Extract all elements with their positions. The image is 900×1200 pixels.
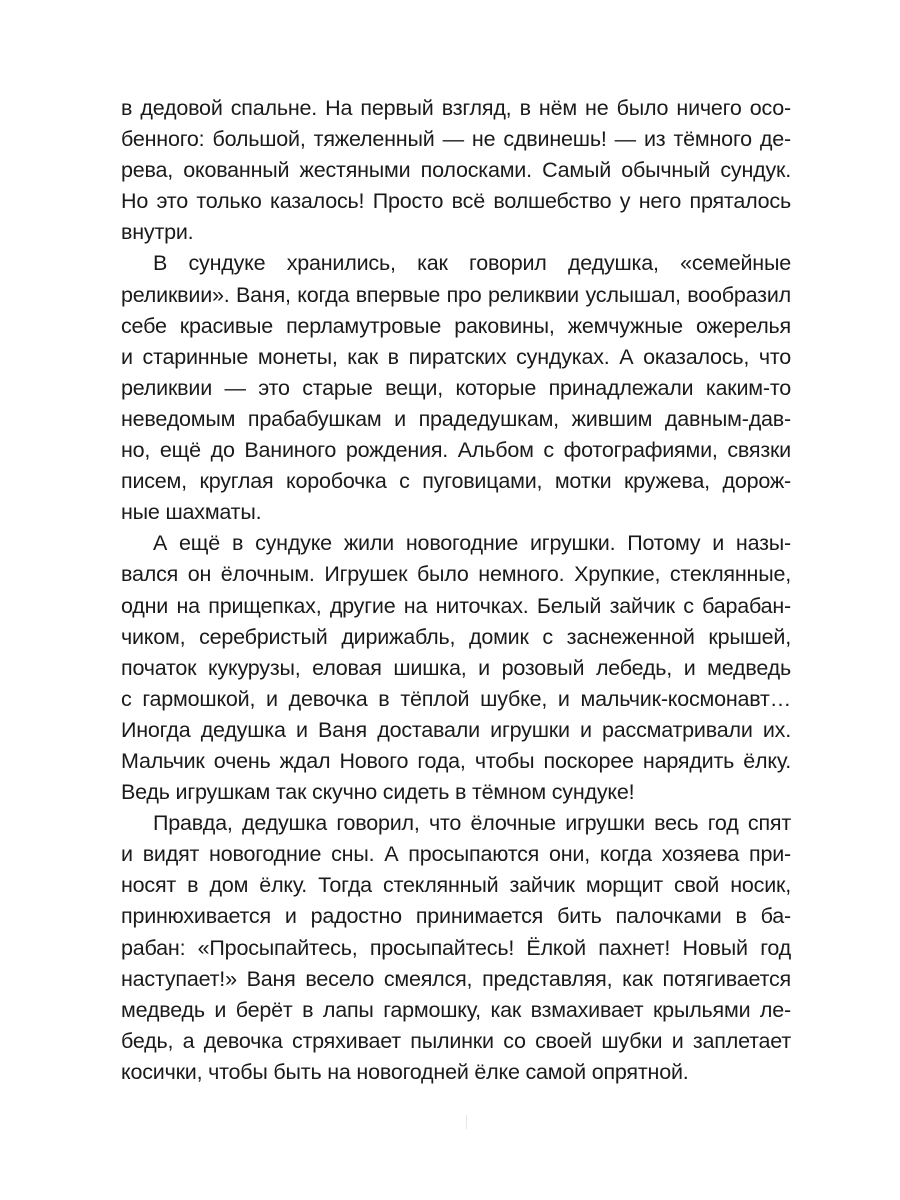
text-line: Мальчик очень ждал Нового года, чтобы поскорее нарядить ёлку. bbox=[121, 748, 791, 773]
text-line: Правда, дедушка говорил, что ёлочные игрушки весь год спят bbox=[153, 811, 791, 836]
text-line: вался он ёлочным. Игрушек было немного. Хрупкие, стеклянные, bbox=[121, 562, 791, 587]
text-line: Иногда дедушка и Ваня доставали игрушки и рассматривали их. bbox=[121, 717, 791, 742]
text-line: початок кукурузы, еловая шишка, и розовый лебедь, и медведь bbox=[121, 655, 791, 680]
text-line: реликвии — это старые вещи, которые принадлежали каким-то bbox=[121, 375, 791, 400]
text-line: и видят новогодние сны. А просыпаются они, когда хозяева при- bbox=[121, 842, 791, 867]
paragraph-2 bbox=[121, 248, 791, 528]
text-line: писем, круглая коробочка с пуговицами, мотки кружева, дорож- bbox=[121, 469, 791, 494]
text-line: косички, чтобы быть на новогодней ёлке самой опрятной. bbox=[121, 1059, 689, 1084]
paragraph-3 bbox=[121, 528, 791, 808]
text-line: Но это только казалось! Просто всё волшебство у него пряталось bbox=[121, 189, 791, 214]
text-line: наступает!» Ваня весело смеялся, представляя, как потягивается bbox=[121, 966, 791, 991]
text-line: одни на прищепках, другие на ниточках. Белый зайчик с барабан- bbox=[121, 593, 791, 618]
text-line: внутри. bbox=[121, 220, 194, 245]
text-line: принюхивается и радостно принимается бить палочками в ба- bbox=[121, 904, 791, 929]
book-page-text bbox=[121, 93, 791, 1088]
text-line: но, ещё до Ваниного рождения. Альбом с фотографиями, связки bbox=[121, 438, 791, 463]
text-line: Ведь игрушкам так скучно сидеть в тёмном сундуке! bbox=[121, 780, 635, 805]
paragraph-4 bbox=[121, 808, 791, 1088]
text-line: и старинные монеты, как в пиратских сундуках. А оказалось, что bbox=[121, 344, 791, 369]
text-line: медведь и берёт в лапы гармошку, как взмахивает крыльями ле- bbox=[121, 997, 791, 1022]
text-line: реликвии». Ваня, когда впервые про реликвии услышал, вообразил bbox=[121, 282, 791, 307]
text-line: рева, окованный жестяными полосками. Самый обычный сундук. bbox=[121, 158, 791, 183]
text-line: ные шахматы. bbox=[121, 500, 262, 525]
text-line: бедь, а девочка стряхивает пылинки со своей шубки и заплетает bbox=[121, 1028, 791, 1053]
page-gutter-mark bbox=[466, 1115, 467, 1129]
text-line: В сундуке хранились, как говорил дедушка, «семейные bbox=[153, 251, 791, 276]
text-line: носят в дом ёлку. Тогда стеклянный зайчик морщит свой носик, bbox=[121, 873, 791, 898]
paragraph-1 bbox=[121, 93, 791, 248]
text-line: с гармошкой, и девочка в тёплой шубке, и мальчик-космонавт… bbox=[121, 686, 791, 711]
text-line: себе красивые перламутровые раковины, жемчужные ожерелья bbox=[121, 313, 791, 338]
text-line: бенного: большой, тяжеленный — не сдвинешь! — из тёмного де- bbox=[121, 127, 791, 152]
text-line: в дедовой спальне. На первый взгляд, в нём не было ничего осо- bbox=[121, 96, 791, 120]
text-line: А ещё в сундуке жили новогодние игрушки. Потому и назы- bbox=[153, 531, 791, 556]
text-line: неведомым прабабушкам и прадедушкам, жившим давным-дав- bbox=[121, 406, 791, 431]
text-line: рабан: «Просыпайтесь, просыпайтесь! Ёлкой пахнет! Новый год bbox=[121, 935, 791, 960]
text-line: чиком, серебристый дирижабль, домик с заснеженной крышей, bbox=[121, 624, 791, 649]
